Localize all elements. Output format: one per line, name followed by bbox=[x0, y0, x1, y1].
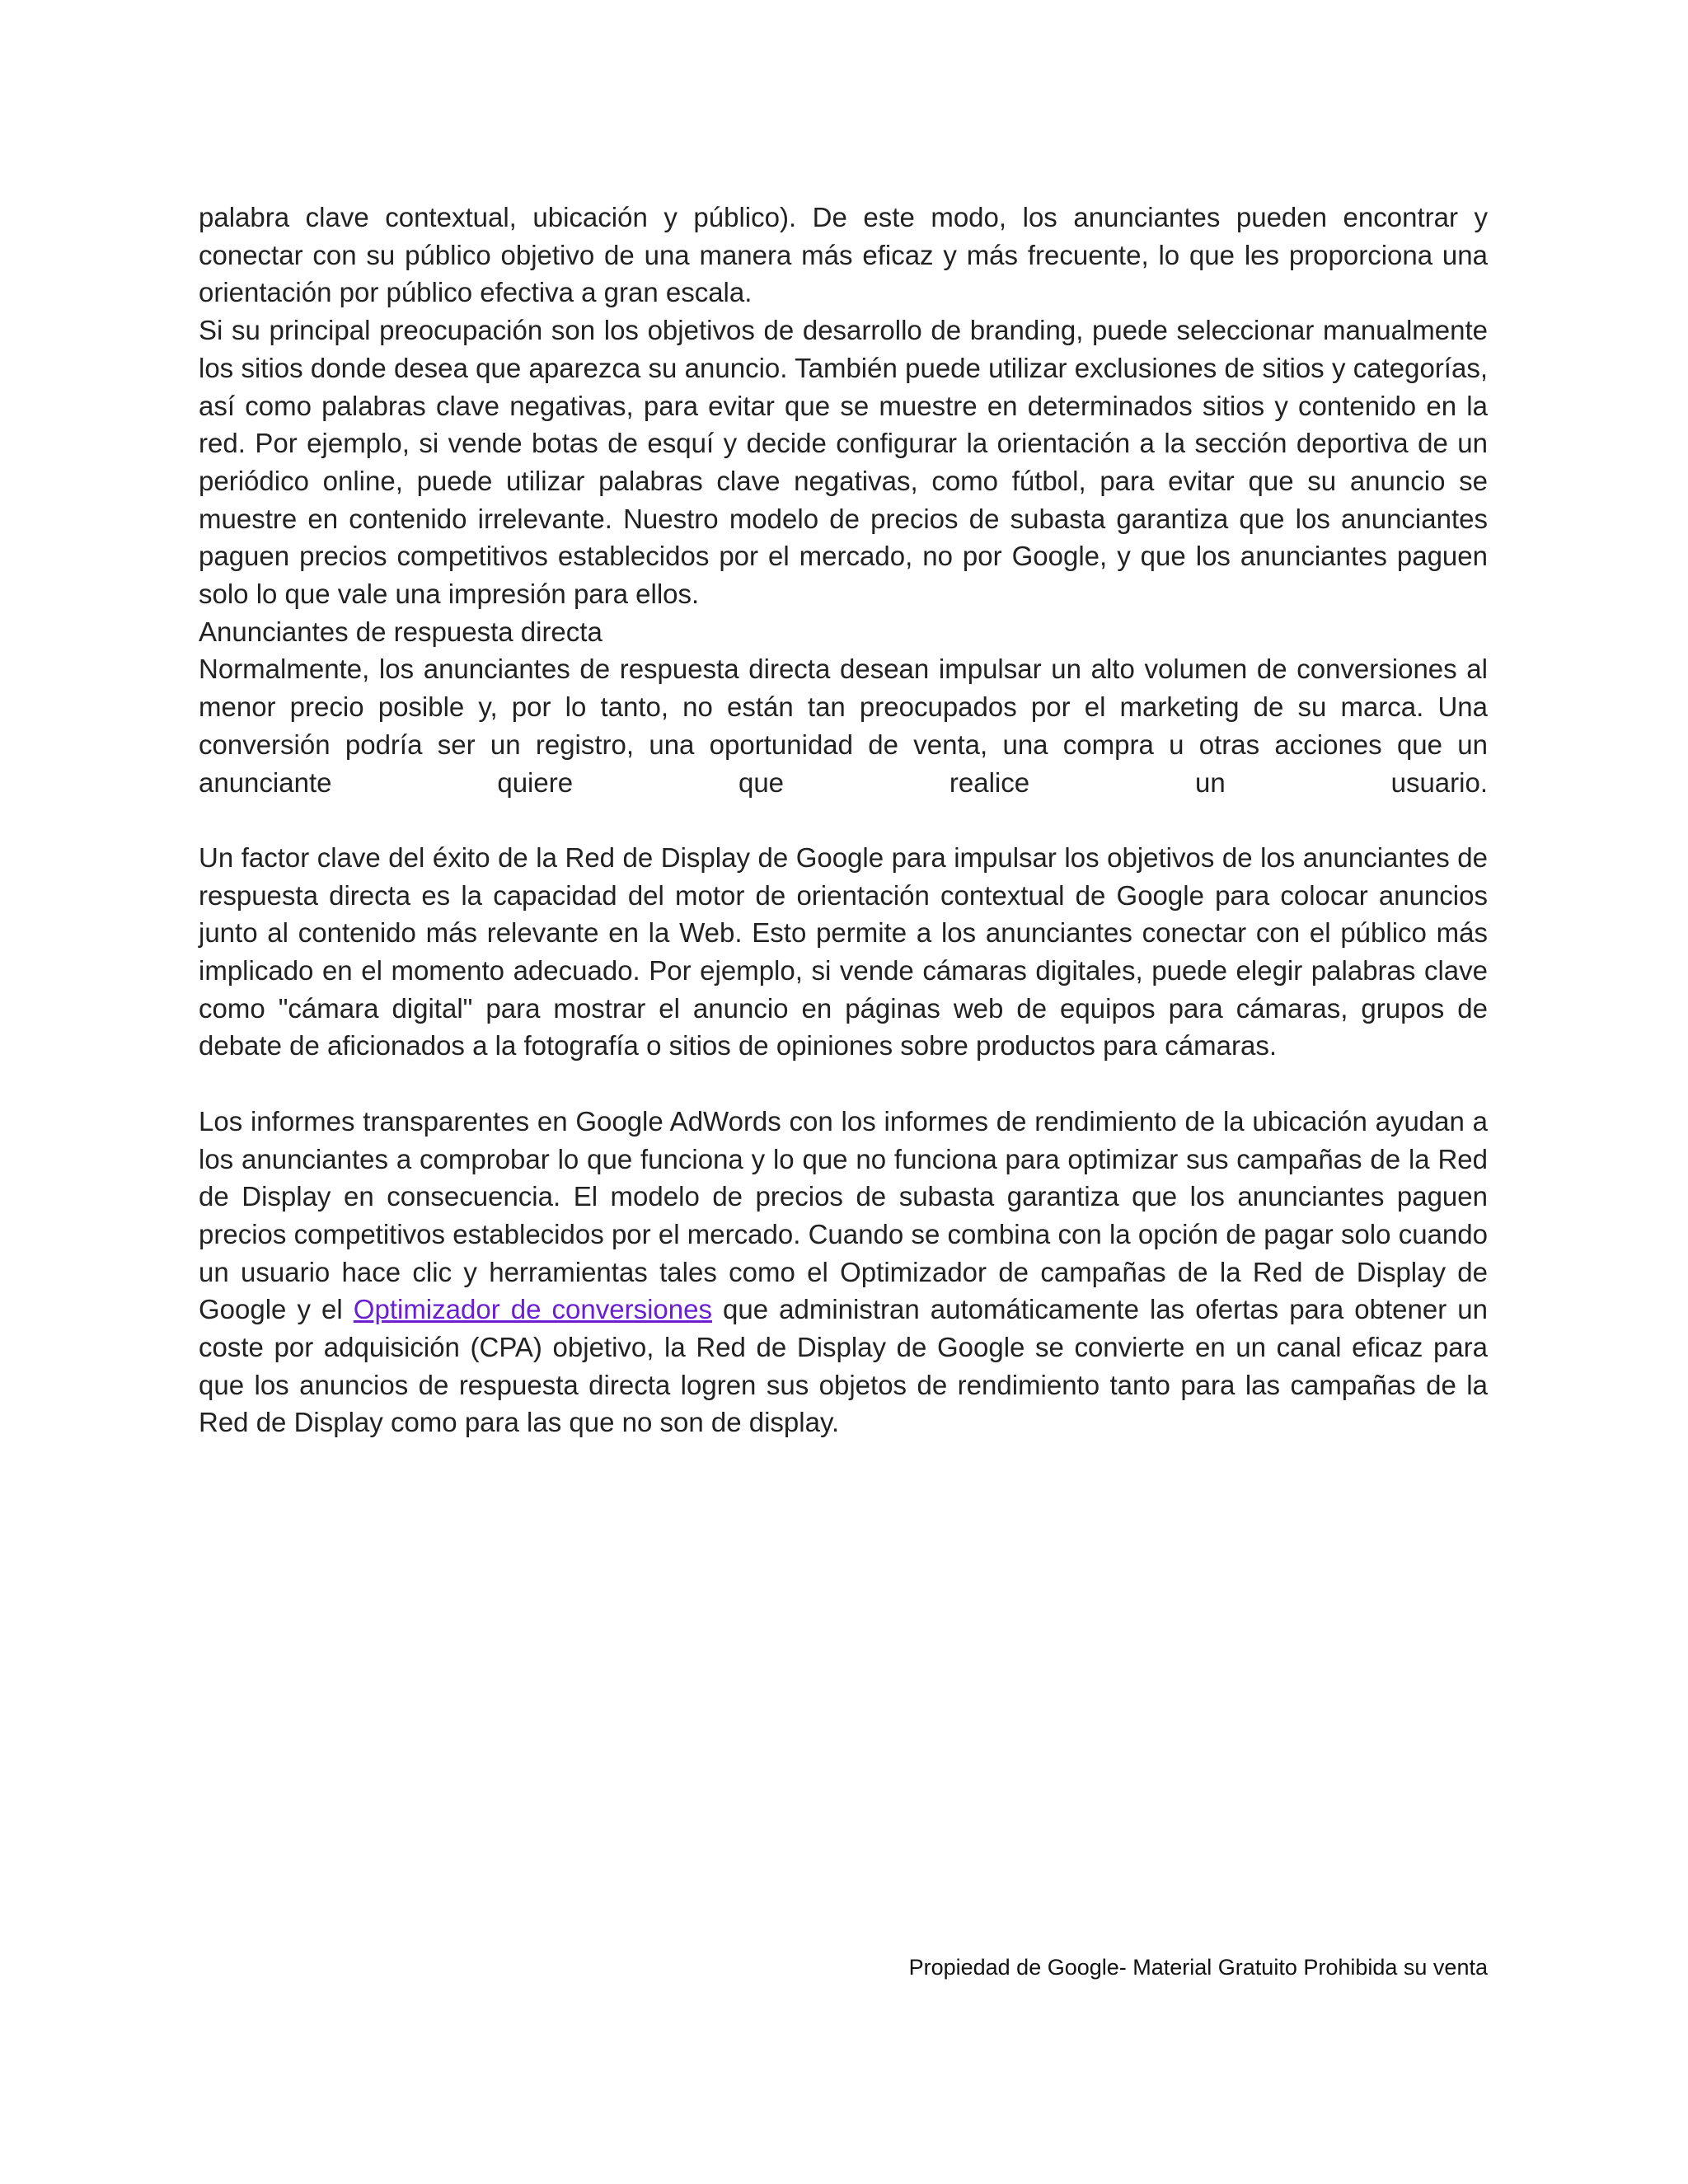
paragraph-contextual-targeting: Un factor clave del éxito de la Red de Display de Google para impulsar los objetivos de los anunciantes de respuesta directa es la capacidad del motor de orientación contextual de Google para colocar anuncios junto al contenido más relevante en la Web. Esto permite a los anunciantes conectar con el público más implicado en el momento adecuado. Por ejemplo, si vende cámaras digitales, puede elegir palabras clave como "cámara digital" para mostrar el anuncio en páginas web de equipos para cámaras, grupos de debate de aficionados a la fotografía o sitios de opiniones sobre productos para cámaras. bbox=[199, 841, 1488, 1062]
report-text-before-link: Los informes transparentes en Google AdWords con los informes de rendimiento de la ubicación ayudan a los anunciantes a comprobar lo que funciona y lo que no funciona para optimizar sus campañas de la Red de Display en consecuencia. El modelo de precios de subasta garantiza que los anunciantes paguen precios competitivos establecidos por el mercado. Cuando se combina con la opción de pagar solo cuando un usuario hace clic y herramientas tales como el Optimizador de campañas de la Red de Display de Google y el bbox=[199, 1105, 1488, 1325]
section-heading-direct-response: Anunciantes de respuesta directa bbox=[199, 616, 603, 647]
page-footer-notice: Propiedad de Google- Material Gratuito Prohibida su venta bbox=[908, 1955, 1488, 1980]
report-text-after-link: que administran automáticamente las ofertas para obtener un coste por adquisición (CPA) objetivo, la Red de Display de Google se convierte en un canal eficaz para que los anuncios de respuesta directa logren sus objetos de rendimiento tanto para las campañas de la Red de Display como para las que no son de display. bbox=[199, 1294, 1489, 1438]
paragraph-spacer bbox=[199, 1065, 1488, 1103]
paragraph-direct-response-intro: Normalmente, los anunciantes de respuesta directa desean impulsar un alto volumen de conversiones al menor precio posible y, por lo tanto, no están tan preocupados por el marketing de su marca. Una conversión podría ser un registro, una oportunidad de venta, una compra u otras acciones que un anunciante quiere que realice un usuario. bbox=[199, 654, 1488, 798]
paragraph-transparent-reports bbox=[199, 1103, 1488, 1441]
conversion-optimizer-link[interactable]: Optimizador de conversiones bbox=[353, 1294, 712, 1325]
paragraph-audience-targeting: palabra clave contextual, ubicación y público). De este modo, los anunciantes pueden encontrar y conectar con su público objetivo de una manera más eficaz y más frecuente, lo que les proporciona una orientación por público efectiva a gran escala. bbox=[199, 202, 1488, 308]
paragraph-spacer bbox=[199, 801, 1488, 839]
paragraph-branding: Si su principal preocupación son los objetivos de desarrollo de branding, puede seleccionar manualmente los sitios donde desea que aparezca su anuncio. También puede utilizar exclusiones de sitios y categorías, así como palabras clave negativas, para evitar que se muestre en determinados sitios y contenido en la red. Por ejemplo, si vende botas de esquí y decide configurar la orientación a la sección deportiva de un periódico online, puede utilizar palabras clave negativas, como fútbol, para evitar que su anuncio se muestre en contenido irrelevante. Nuestro modelo de precios de subasta garantiza que los anunciantes paguen precios competitivos establecidos por el mercado, no por Google, y que los anunciantes paguen solo lo que vale una impresión para ellos. bbox=[199, 315, 1488, 610]
document-body bbox=[199, 199, 1488, 1441]
